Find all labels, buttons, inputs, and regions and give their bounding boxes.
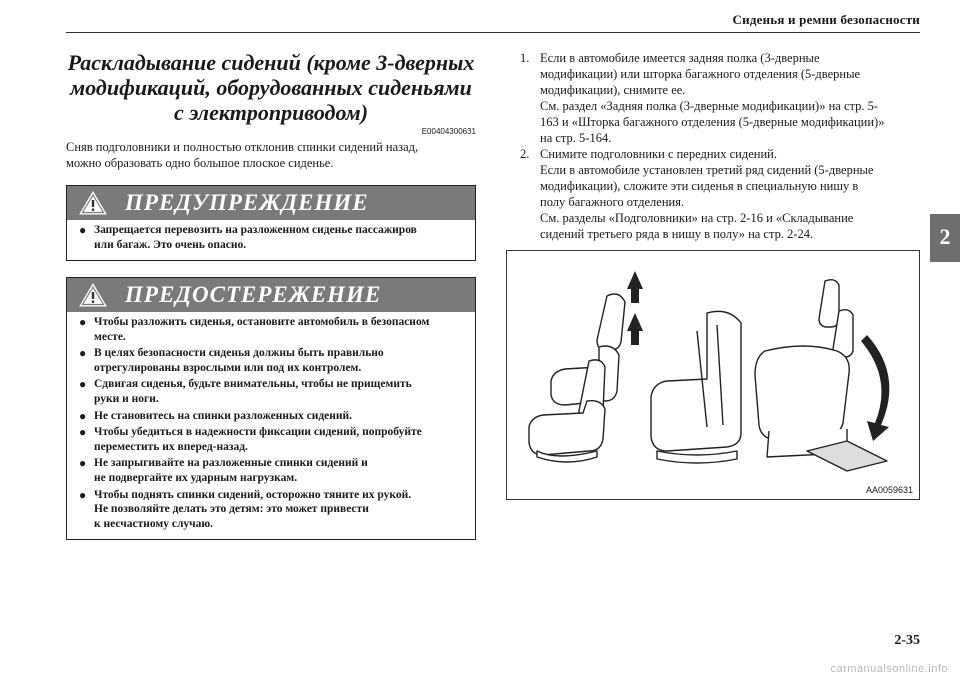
rear-bench (651, 311, 741, 451)
caution-header (67, 278, 475, 312)
header-rule (66, 32, 920, 33)
warning-header (67, 186, 475, 220)
step-2: 2. Снимите подголовники с передних сидений. Если в автомобиле установлен третий ряд сидений (5-дверные модификации), сложите эти сиденья в специальную нишу в полу багажного отделения. См. разделы «Подголовники» на стр. 2-16 и «Складывание сидений третьего ряда в нишу в полу» на стр. 2-24. (520, 147, 874, 241)
chapter-tab[interactable] (930, 214, 960, 262)
caution-triangle-icon (79, 283, 107, 307)
running-header: Сиденья и ремни безопасности (732, 12, 920, 27)
caution-item: ● Чтобы поднять спинки сидений, осторожно тяните их рукой. Не позволяйте делать это детям: это может привести к несчастному случаю. (79, 487, 412, 530)
front-seat-back-upper (597, 294, 625, 350)
arrow-up-icon (627, 271, 643, 303)
caution-box (66, 277, 476, 540)
caution-title: ПРЕДОСТЕРЕЖЕНИЕ (125, 282, 382, 307)
caution-item: ● Не становитесь на спинки разложенных сидений. (79, 408, 353, 423)
intro-text: Сняв подголовники и полностью отклонив спинки сидений назад, можно образовать одно большое плоское сиденье. (66, 140, 419, 170)
seat-folding-illustration (506, 250, 920, 500)
curved-arrow-icon (861, 335, 889, 441)
caution-item: ● Не запрыгивайте на разложенные спинки сидений и не подвергайте их ударным нагрузкам. (79, 456, 368, 484)
flat-seat (755, 346, 849, 439)
caution-item: ● Сдвигая сиденья, будьте внимательны, чтобы не прищемить руки и ноги. (79, 377, 412, 405)
warning-box (66, 185, 476, 261)
caution-item: ● Чтобы разложить сиденья, остановите автомобиль в безопасном месте. (79, 315, 430, 343)
caution-body (67, 312, 475, 539)
watermark: carmanualsonline.info (830, 663, 948, 675)
right-column (520, 50, 920, 242)
page-number: 2-35 (894, 633, 920, 648)
warning-item: ● Запрещается перевозить на разложенном сиденье пассажиров или багаж. Это очень опасно. (79, 223, 417, 251)
warning-body (67, 220, 475, 260)
front-seat-lower (529, 401, 605, 455)
seat-drawing (507, 251, 921, 501)
step-1: 1. Если в автомобиле имеется задняя полка (3-дверные модификации) или шторка багажного отделения (5-дверные модификации), снимите ее. См. раздел «Задняя полка (3-дверные модификации)» на стр. 5- 163 и «Шторка багажного отделения (5-дверные модификации)» на стр. 5-164. (520, 51, 885, 145)
headrest-1 (819, 280, 839, 327)
figure-code: AA0059631 (865, 485, 913, 495)
arrow-up-icon (627, 313, 643, 345)
caution-item: ● В целях безопасности сиденья должны быть правильно отрегулированы взрослыми или под их контролем. (79, 346, 384, 374)
chapter-tab-number: 2 (939, 224, 951, 249)
left-column (66, 50, 476, 171)
section-title: Раскладывание сидений (кроме 3-дверных модификаций, оборудованных сиденьями с электроприводом) (67, 50, 475, 125)
warning-title: ПРЕДУПРЕЖДЕНИЕ (125, 190, 369, 215)
warning-triangle-icon (79, 191, 107, 215)
caution-item: ● Чтобы убедиться в надежности фиксации сидений, попробуйте переместить их вперед-назад. (79, 425, 422, 453)
section-code: E00404300631 (421, 127, 476, 136)
